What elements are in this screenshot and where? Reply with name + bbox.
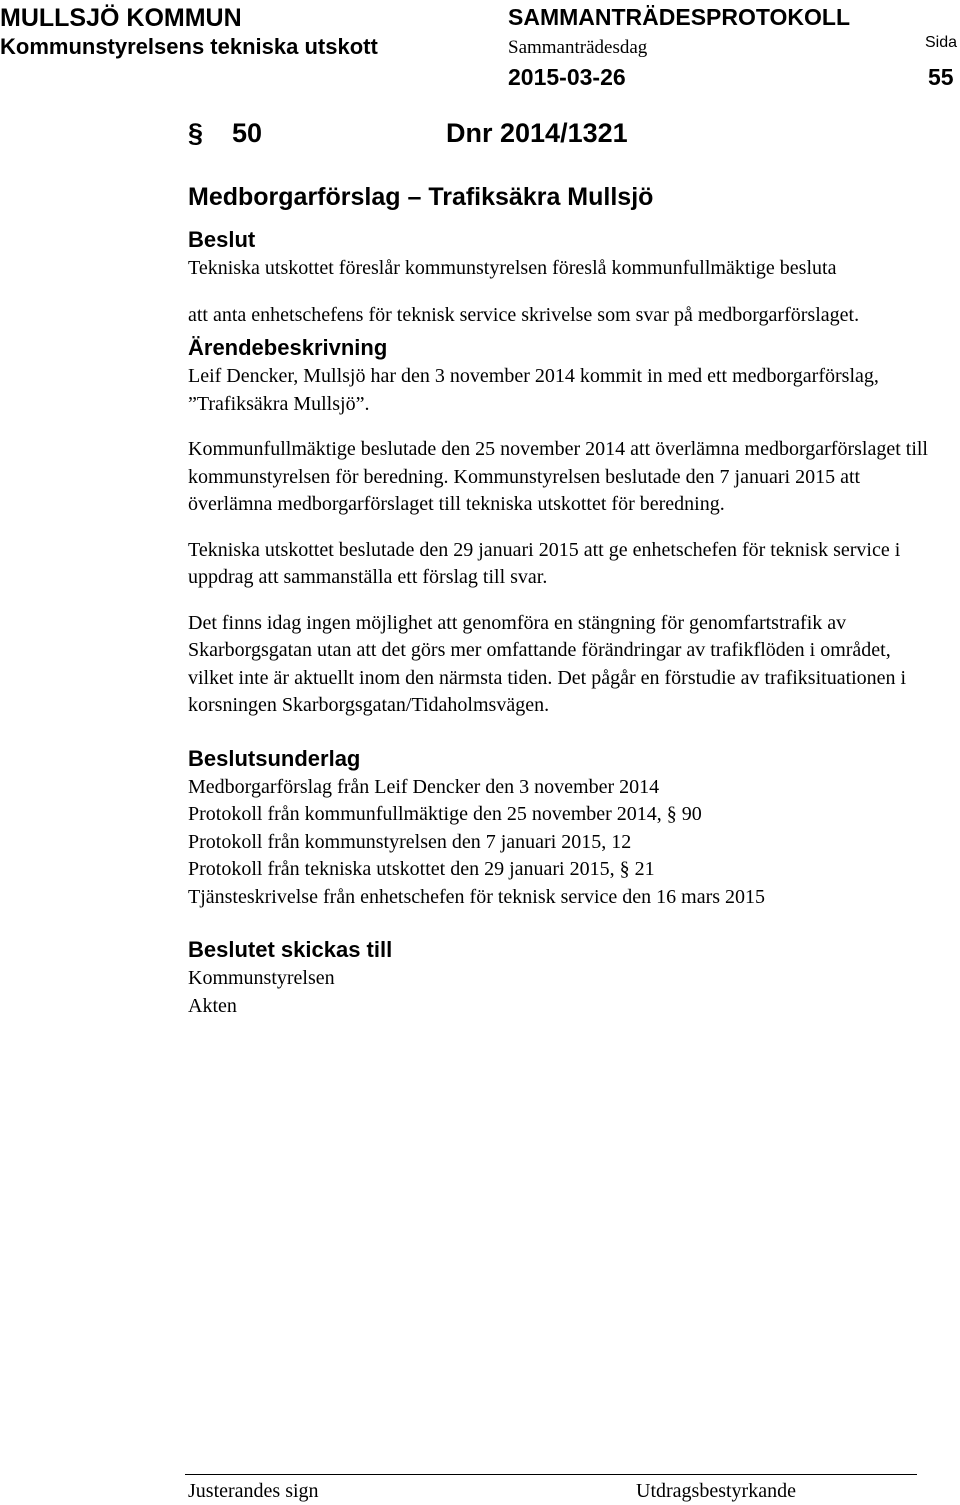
description-paragraph-4: Det finns idag ingen möjlighet att genomföra en stängning för genomfartstrafik av Skarborgsgatan utan att det görs mer omfattande förändringar av trafikflöden i området, vilket inte är aktuellt inom den närmsta tiden. Det pågår en förstudie av trafiksituationen i korsningen Skarborgsgatan/Tidaholmsvägen. xyxy=(188,611,907,716)
list-item: Akten xyxy=(188,994,237,1017)
description-heading: Ärendebeskrivning xyxy=(188,335,388,360)
document-type: SAMMANTRÄDESPROTOKOLL xyxy=(508,4,851,30)
extract-certification-label: Utdragsbestyrkande xyxy=(636,1480,796,1502)
description-paragraph-3: Tekniska utskottet beslutade den 29 januari 2015 att ge enhetschefen för teknisk service i uppdrag att sammanställa ett förslag till svar. xyxy=(188,538,901,588)
list-item: Protokoll från kommunstyrelsen den 7 januari 2015, 12 xyxy=(188,830,632,853)
section-number: 50 xyxy=(232,118,263,148)
meeting-date-label: Sammanträdesdag xyxy=(508,37,648,58)
description-paragraph-1: Leif Dencker, Mullsjö har den 3 november 2014 kommit in med ett medborgarförslag, ”Trafiksäkra Mullsjö”. xyxy=(188,365,879,415)
list-item: Protokoll från kommunfullmäktige den 25 november 2014, § 90 xyxy=(188,803,702,825)
description-paragraph-2: Kommunfullmäktige beslutade den 25 november 2014 att överlämna medborgarförslaget till kommunstyrelsen för beredning. Kommunstyrelsen beslutade den 7 januari 2015 att överlämna medborgarförslaget till tekniska utskottet för beredning. xyxy=(188,438,928,515)
decision-intro: Tekniska utskottet föreslår kommunstyrelsen föreslå kommunfullmäktige besluta xyxy=(188,257,837,279)
page-label: Sida xyxy=(925,34,958,51)
basis-list xyxy=(188,774,928,912)
footer-divider xyxy=(185,1474,917,1475)
basis-heading: Beslutsunderlag xyxy=(188,745,361,771)
decision-heading: Beslut xyxy=(188,227,256,252)
committee-name: Kommunstyrelsens tekniska utskott xyxy=(0,34,378,59)
list-item: Protokoll från tekniska utskottet den 29 januari 2015, § 21 xyxy=(188,858,655,880)
case-reference: Dnr 2014/1321 xyxy=(446,118,628,148)
distribution-list xyxy=(188,965,928,1020)
organization-name: MULLSJÖ KOMMUN xyxy=(0,4,242,32)
section-heading xyxy=(188,118,628,149)
section-symbol: § xyxy=(188,118,204,148)
list-item: Kommunstyrelsen xyxy=(188,967,335,989)
decision-text: att anta enhetschefens för teknisk service skrivelse som svar på medborgarförslaget. xyxy=(188,303,860,326)
page-number: 55 xyxy=(928,64,954,90)
document-body xyxy=(188,225,928,1020)
adjuster-sign-label: Justerandes sign xyxy=(188,1480,319,1502)
list-item: Tjänsteskrivelse från enhetschefen för teknisk service den 16 mars 2015 xyxy=(188,885,766,908)
distribution-heading: Beslutet skickas till xyxy=(188,937,393,962)
list-item: Medborgarförslag från Leif Dencker den 3 november 2014 xyxy=(188,775,660,798)
meeting-date: 2015-03-26 xyxy=(508,64,626,90)
case-title: Medborgarförslag – Trafiksäkra Mullsjö xyxy=(188,183,654,211)
